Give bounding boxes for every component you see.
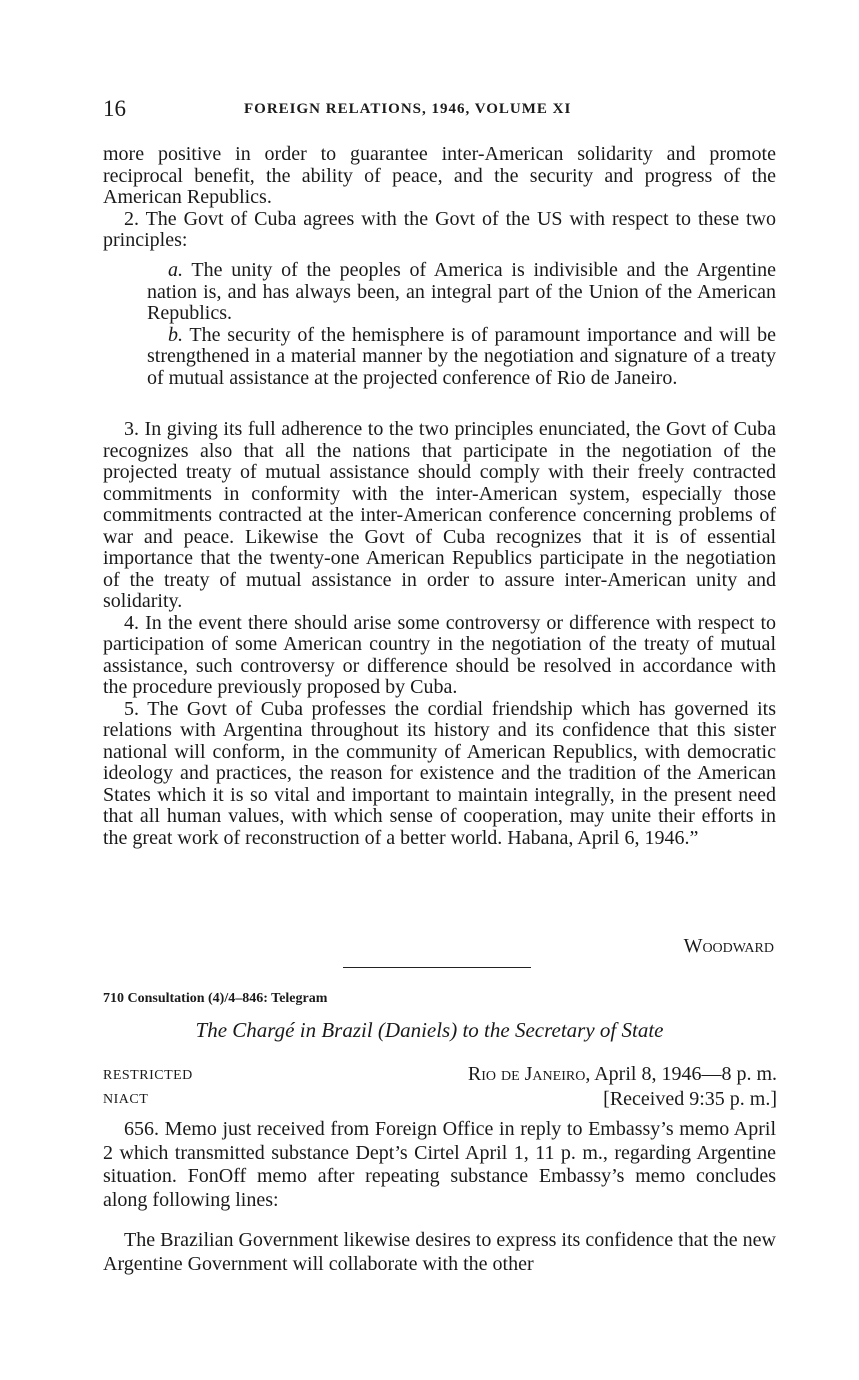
paragraph-4: 4. In the event there should arise some controversy or difference with respect to participation of some American country in the negotiation of the treaty of mutual assistance, such controversy or difference should be resolved in accordance with the procedure previously proposed by Cuba. bbox=[103, 611, 776, 698]
principle-b-text: The security of the hemisphere is of paramount importance and will be strengthened in a material manner by the negotiation and signature of a treaty of mutual assistance at the projected conference of Rio de Janeiro. bbox=[147, 323, 776, 389]
classification-label: RESTRICTED bbox=[103, 1068, 193, 1083]
page-number: 16 bbox=[103, 96, 126, 121]
principle-b bbox=[147, 325, 776, 390]
running-head: FOREIGN RELATIONS, 1946, VOLUME XI bbox=[244, 101, 572, 117]
paragraph-3: 3. In giving its full adherence to the two principles enunciated, the Govt of Cuba recognizes also that all the nations that participate in the negotiation of the projected treaty of mutual assistance should comply with their freely contracted commitments in conformity with the inter-American system, especially those commitments contracted at the inter-American conference concerning problems of war and peace. Likewise the Govt of Cuba recognizes that it is of essential importance that the twenty-one American Republics participate in the negotiation of the treaty of mutual assistance in order to assure inter-American unity and solidarity. bbox=[103, 418, 776, 612]
dateline-place: Rio de Janeiro, bbox=[467, 1063, 591, 1085]
principle-a-label: a. bbox=[168, 259, 183, 281]
paragraph-656: 656. Memo just received from Foreign Office in reply to Embassy’s memo April 2 which transmitted substance Dept’s Cirtel April 1, 11 p. m., regarding Argentine situation. FonOff memo after repeating substance Embassy’s memo concludes along following lines: bbox=[103, 1118, 776, 1211]
section-divider bbox=[343, 967, 531, 968]
numbered-paragraphs bbox=[103, 419, 776, 849]
received-note: [Received 9:35 p. m.] bbox=[603, 1088, 777, 1110]
principle-a-text: The unity of the peoples of America is indivisible and the Argentine nation is, and has always been, an integral part of the Union of the American Republics. bbox=[147, 259, 776, 324]
principles-block bbox=[103, 260, 776, 389]
dateline bbox=[468, 1063, 777, 1086]
continued-text-block bbox=[103, 144, 776, 252]
paragraph-5: 5. The Govt of Cuba professes the cordial friendship which has governed its relations with Argentina throughout its history and its confidence that this sister national will conform, in the community of American Republics, with democratic ideology and practices, the reason for existence and the tradition of the American States which it is so vital and important to maintain integrally, in the present need that all human values, with which sense of cooperation, may unite their efforts in the great work of reconstruction of a better world. Habana, April 6, 1946.” bbox=[103, 697, 776, 849]
dateline-date: April 8, 1946—8 p. m. bbox=[590, 1063, 777, 1085]
signature: Woodward bbox=[683, 935, 774, 957]
quoted-paragraph: The Brazilian Government likewise desires to express its confidence that the new Argentine Government will collaborate with the other bbox=[103, 1229, 776, 1275]
paragraph-2: 2. The Govt of Cuba agrees with the Govt of the US with respect to these two principles: bbox=[103, 207, 776, 251]
principle-b-label: b. bbox=[168, 323, 183, 346]
quoted-text-block bbox=[103, 1229, 776, 1276]
distribution-label: NIACT bbox=[103, 1092, 149, 1107]
document-title: The Chargé in Brazil (Daniels) to the Secretary of State bbox=[195, 1018, 664, 1042]
telegram-text-block bbox=[103, 1118, 776, 1212]
principle-a bbox=[147, 260, 776, 325]
file-reference: 710 Consultation (4)/4–846: Telegram bbox=[103, 991, 328, 1006]
paragraph-continuation: more positive in order to guarantee inter-American solidarity and promote reciprocal benefit, the ability of peace, and the security and progress of the American Republics. bbox=[103, 143, 776, 208]
